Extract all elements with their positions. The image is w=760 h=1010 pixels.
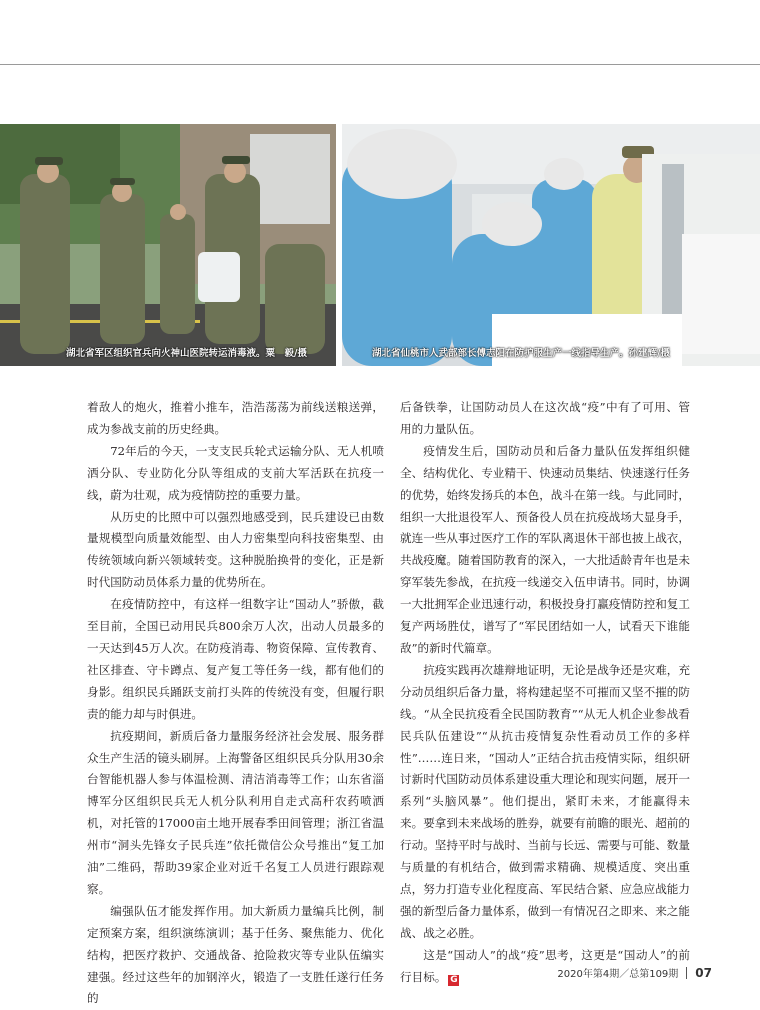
paragraph: 抗疫实践再次雄辩地证明，无论是战争还是灾难，充分动员组织后备力量，将构建起坚不可摧而又坚不摧的防线。“从全民抗疫看全民国防教育”“从无人机企业参战看民兵队伍建设”“从抗击疫情复杂性看动员工作的多样性”……连日来，“国动人”正结合抗击疫情实际，组织研讨新时代国防动员体系建设重大理论和现实问题，展开一系列“头脑风暴”。他们提出，紧盯未来，才能赢得未来。要拿到未来战场的胜券，就要有前瞻的眼光、超前的行动。坚持平时与战时、当前与长远、需要与可能、数量与质量的有机结合，做到需求精确、规模适度、突出重点，努力打造专业化程度高、军民结合紧、应急应战能力强的新型后备力量体系，做到一有情况召之即来、来之能战、战之必胜。 bbox=[400, 662, 690, 940]
photo-protective-suit-factory bbox=[342, 124, 760, 366]
article-column-left bbox=[87, 397, 384, 1010]
photo-caption-right: 湖北省仙桃市人武部部长傅志阳在防护服生产一线指导生产。孙建辉/摄 bbox=[372, 348, 670, 359]
photo-soldiers-transport bbox=[0, 124, 336, 366]
final-text: 这是“国动人”的战“疫”思考，这更是“国动人”的前行目标。 bbox=[400, 947, 690, 984]
paragraph: 疫情发生后，国防动员和后备力量队伍发挥组织健全、结构优化、专业精干、快速动员集结、快速遂行任务的优势，始终发扬兵的本色，战斗在第一线。与此同时，组织一大批退役军人、预备役人员在抗疫战场大显身手，就连一些从事过医疗工作的军队离退休干部也披上战衣，共战疫魔。随着国防教育的深入，一大批适龄青年也是未穿军装先参战，在抗疫一线递交入伍申请书。同时，协调一大批拥军企业迅速行动，积极投身打赢疫情防控和复工复产两场胜仗，谱写了“军民团结如一人，试看天下谁能敌”的新时代篇章。 bbox=[400, 443, 690, 655]
article-column-right bbox=[400, 397, 690, 988]
paragraph: 在疫情防控中，有这样一组数字让“国动人”骄傲，截至目前，全国已动用民兵800余万人次，出动人员最多的一天达到45万人次。在防疫消毒、物资保障、宣传教育、社区排查、守卡蹲点、复产复工等任务一线，都有他们的身影。组织民兵踊跃支前打头阵的传统没有变，但履行职责的能力却与时俱进。 bbox=[87, 597, 384, 721]
paragraph: 从历史的比照中可以强烈地感受到，民兵建设已由数量规模型向质量效能型、由人力密集型向科技密集型、由传统领域向新兴领域转变。这种脱胎换骨的变化，正是新时代国防动员体系力量的优势所在。 bbox=[87, 509, 384, 590]
paragraph: 着敌人的炮火，推着小推车，浩浩荡荡为前线送粮送弹，成为参战支前的历史经典。 bbox=[87, 400, 384, 436]
header-rule bbox=[0, 64, 760, 65]
photo-caption-left: 湖北省军区组织官兵向火神山医院转运消毒液。粟 毅/摄 bbox=[66, 348, 307, 359]
issue-info: 2020年第4期／总第109期 bbox=[557, 969, 679, 980]
footer-divider bbox=[686, 967, 687, 979]
page-footer bbox=[557, 965, 712, 981]
factory-photo-illustration bbox=[342, 124, 760, 366]
paragraph: 后备铁拳，让国防动员人在这次战“疫”中有了可用、管用的力量队伍。 bbox=[400, 400, 690, 436]
page-number: 07 bbox=[695, 966, 712, 980]
article-end-mark: G bbox=[450, 974, 458, 985]
paragraph: 编强队伍才能发挥作用。加大新质力量编兵比例，制定预案方案，组织演练演训；基于任务、聚焦能力、优化结构，把医疗救护、交通战备、抢险救灾等专业队伍编实建强。经过这些年的加钢淬火，锻造了一支胜任遂行任务的 bbox=[87, 903, 384, 1006]
soldiers-photo-illustration bbox=[0, 124, 336, 366]
paragraph: 抗疫期间，新质后备力量服务经济社会发展、服务群众生产生活的镜头刷屏。上海警备区组织民兵分队用30余台智能机器人参与体温检测、清洁消毒等工作；山东省淄博军分区组织民兵无人机分队利用自走式高秆农药喷洒机，对托管的17000亩土地开展春季田间管理；浙江省温州市“洞头先锋女子民兵连”依托微信公众号推出“复工加油”二维码，帮助39家企业对近千名复工人员进行跟踪观察。 bbox=[87, 728, 384, 896]
paragraph: 72年后的今天，一支支民兵轮式运输分队、无人机喷洒分队、专业防化分队等组成的支前大军活跃在抗疫一线，蔚为壮观，成为疫情防控的重要力量。 bbox=[87, 443, 384, 502]
